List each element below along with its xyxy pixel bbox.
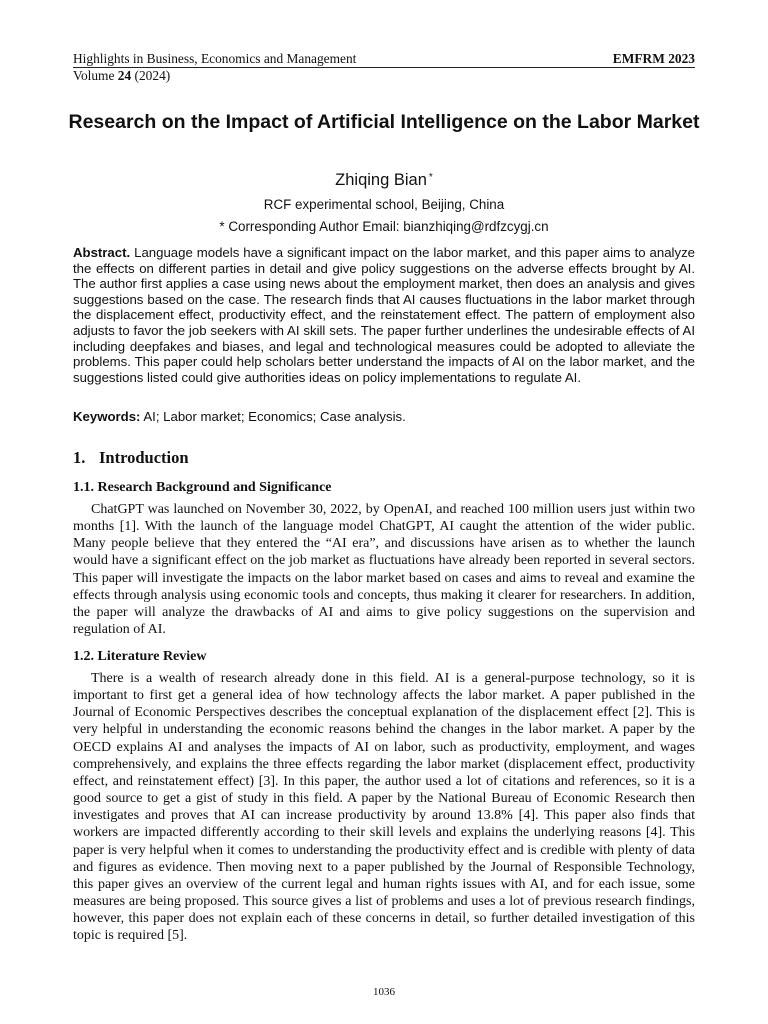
conference-name: EMFRM 2023 [612, 51, 695, 66]
abstract-text: Language models have a significant impact on the labor market, and this paper aims to analyze the effects on different parties in detail and give policy suggestions on the adverse effects brought by AI. The author first applies a case using news about the employment market, then does an analysis and gives suggestions based on the case. The research finds that AI causes fluctuations in the labor market through the displacement effect, productivity effect, and the reinstatement effect. The pattern of employment also adjusts to favor the job seekers with AI skill sets. The paper further underlines the undesirable effects of AI including deepfakes and biases, and legal and technological measures could be adopted to alleviate the problems. This paper could help scholars better understand the impacts of AI on the labor market, and the suggestions listed could give authorities ideas on policy implementations to regulate AI. [73, 245, 695, 385]
abstract-label: Abstract. [73, 245, 131, 260]
section-heading-introduction [73, 448, 189, 468]
volume-line [73, 68, 170, 84]
keywords [73, 409, 695, 425]
subsection-heading-background: 1.1. Research Background and Significance [73, 480, 332, 495]
page-number: 1036 [373, 986, 395, 998]
author-mark: * [428, 172, 433, 183]
subsection-heading-literature: 1.2. Literature Review [73, 649, 207, 664]
volume-number: 24 [117, 68, 132, 83]
section-title: Introduction [99, 448, 189, 467]
affiliation: RCF experimental school, Beijing, China [263, 197, 505, 212]
paragraph-background: ChatGPT was launched on November 30, 2022, by OpenAI, and reached 100 million users just within two months [1]. With the launch of the language model ChatGPT, AI caught the attention of the wider public. Many people believe that they entered the “AI era”, and discussions have arisen as to whether the launch would have a significant effect on the job market as fluctuations have already been reported in several sectors. This paper will investigate the impacts on the labor market based on cases and aims to reveal and examine the effects through analysis using economic tools and concepts, thus making it clearer for researchers. In addition, the paper will analyze the drawbacks of AI and aims to give policy suggestions on the supervision and regulation of AI. [73, 502, 695, 638]
keywords-text: AI; Labor market; Economics; Case analysis. [143, 409, 406, 424]
section-number: 1. [73, 448, 86, 467]
paragraph-literature: There is a wealth of research already done in this field. AI is a general-purpose technology, so it is important to first get a general idea of how technology affects the labor market. A paper published in the Journal of Economic Perspectives describes the conceptual explanation of the displacement effect [2]. This is very helpful in understanding the economic reasons behind the changes in the labor market. A paper by the OECD explains AI and analyses the impacts of AI on labor, such as productivity, employment, and wages comprehensively, and explains the three effects regarding the labor market (displacement effect, productivity effect, and reinstatement effect) [3]. In this paper, the author used a lot of citations and references, so it is a good source to get a gist of study in this field. A paper by the National Bureau of Economic Research then investigates and proves that AI can increase productivity by around 13.8% [4]. This paper also finds that workers are impacted differently according to their skill levels and explains the underlying reasons [4]. This paper is very helpful when it comes to understanding the productivity effect and is credible with plenty of data and figures as evidence. Then moving next to a paper published by the Journal of Responsible Technology, this paper gives an overview of the current legal and human rights issues with AI, and for each issue, some measures are being proposed. This source gives a list of problems and uses a lot of previous research findings, however, this paper does not explain each of these concerns in detail, so further detailed investigation of this topic is required [5]. [73, 671, 695, 944]
abstract [73, 245, 695, 385]
volume-year: (2024) [134, 68, 171, 83]
corresponding-email: * Corresponding Author Email: bianzhiqing@rdfzcygj.cn [219, 219, 549, 234]
author-line [0, 170, 768, 190]
running-head [73, 51, 695, 67]
keywords-label: Keywords: [73, 409, 141, 424]
volume-label: Volume [73, 68, 115, 83]
author-name: Zhiqing Bian [335, 171, 427, 189]
journal-name: Highlights in Business, Economics and Management [73, 51, 357, 66]
paper-title: Research on the Impact of Artificial Intelligence on the Labor Market [68, 111, 700, 133]
